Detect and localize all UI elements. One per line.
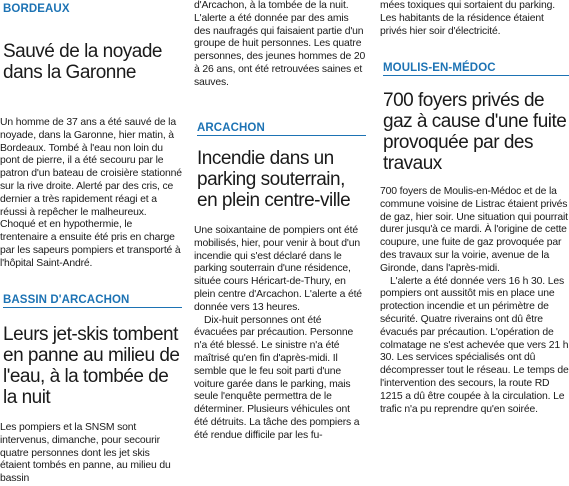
paragraph: Une soixantaine de pompiers ont été mobilisés, hier, pour venir à bout d'un incendie qui s'est déclaré dans le parking souterrain d'une résidence, située cours Héricart-de-Thury, en plein centre d'Arcachon. L'alerte a été donnée vers 13 heures.: [194, 225, 362, 313]
article-tag: BASSIN D'ARCACHON: [3, 294, 182, 308]
paragraph: Un homme de 37 ans a été sauvé de la noyade, dans la Garonne, hier matin, à Bordeaux. Tombé à l'eau non loin du pont de pierre, il a été secouru par le patron d'un bateau de croisière stationné sur la rive droite. Alerté par des cris, ce dernier a très rapidement réagi et a réussi à repêcher le malheureux. Choqué et en hypothermie, le trentenaire a ensuite été pris en charge par les sapeurs pompiers et transporté à l'hôpital Saint-André.: [0, 117, 182, 269]
article-body: [0, 422, 182, 486]
paragraph: 700 foyers de Moulis-en-Médoc et de la commune voisine de Listrac étaient privés de gaz, hier soir. Une situation qui pourrait durer jusqu'à ce mardi. À l'origine de cette coupure, une fuite de gaz provoquée par des travaux sur la voirie, avenue de la Gironde, dans l'après-midi.: [380, 186, 568, 274]
article-body: [0, 117, 182, 271]
paragraph: Dix-huit personnes ont été évacuées par précaution. Personne n'a été blessé. Le sinistre n'a été maîtrisé qu'en fin d'après-midi. Il semble que le feu soit parti d'une voiture garée dans le parking, mais seule l'enquête permettra de le déterminer. Plusieurs véhicules ont été détruits. La tâche des pompiers a été rendue difficile par les fu-: [194, 314, 360, 441]
article-bordeaux: [0, 3, 182, 271]
article-title: Incendie dans un parking souterrain, en plein centre-ville: [197, 148, 351, 211]
article-title: Leurs jet-skis tombent en panne au milieu de l'eau, à la tombée de la nuit: [3, 324, 180, 408]
article-body: [194, 225, 366, 443]
article-title: 700 foyers privés de gaz à cause d'une fuite provoquée par des travaux: [383, 90, 567, 174]
article-tag: MOULIS-EN-MÉDOC: [383, 62, 569, 76]
paragraph: L'alerte a été donnée vers 16 h 30. Les pompiers ont aussitôt mis en place une protection incendie et un périmètre de sécurité. Quatre riverains ont dû être évacués par précaution. L'opération de colmatage ne s'est achevée que vers 21 h 30. Les services spécialisés ont dû décompresser tout le réseau. Le temps de l'intervention des secours, la route RD 1215 a dû être coupée à la circulation. Le trafic n'a pu reprendre qu'en soirée.: [380, 275, 569, 415]
paragraph: mées toxiques qui sortaient du parking. Les habitants de la résidence étaient privés hier soir d'électricité.: [380, 0, 555, 37]
paragraph: Les pompiers et la SNSM sont intervenus, dimanche, pour secourir quatre personnes dont les jet skis étaient tombés en panne, au milieu du bassin: [0, 422, 171, 485]
article-jetskis: [0, 294, 182, 486]
article-arcachon: [194, 122, 366, 443]
article-tag: ARCACHON: [197, 122, 366, 136]
article-moulis: [380, 62, 569, 416]
article-body-continued: [194, 0, 366, 90]
article-tag: BORDEAUX: [3, 3, 70, 15]
article-body: [380, 186, 569, 416]
article-body-continued: [380, 0, 569, 38]
article-title: Sauvé de la noyade dans la Garonne: [3, 41, 162, 83]
paragraph: d'Arcachon, à la tombée de la nuit. L'alerte a été donnée par des amis des naufragés qui faisaient partie d'un groupe de huit personnes. Les quatre personnes, des jeunes hommes de 20 à 26 ans, ont été retrouvées saines et sauves.: [194, 0, 366, 88]
